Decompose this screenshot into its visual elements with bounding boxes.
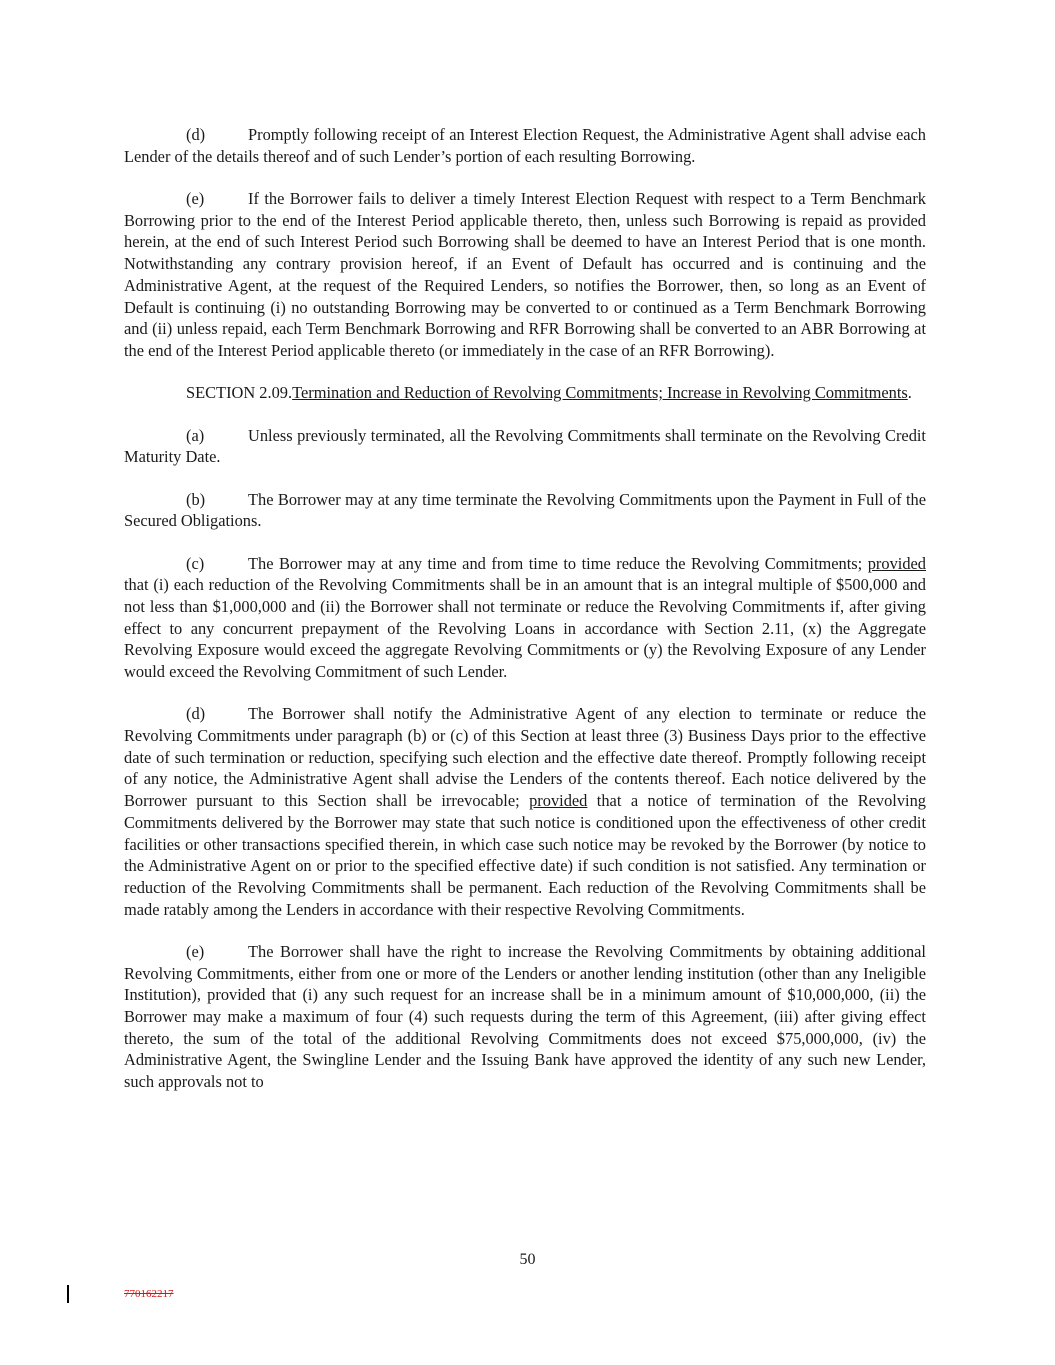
paragraph-marker: (b) [186,489,206,509]
paragraph-marker: (c) [186,553,205,573]
paragraph-marker: (d) [186,125,206,144]
paragraph-marker: (a) [186,425,205,445]
paragraph-a-termination [124,425,926,468]
paragraph-marker: (d) [186,704,206,724]
provided-term: provided [529,791,588,811]
paragraph-c-reduction [124,553,926,683]
page-number: 50 [519,1251,536,1268]
paragraph-marker: (e) [186,189,205,208]
paragraph-text-pre: The Borrower shall notify the Administrative Agent of any election to terminate or reduce the Revolving Commitments under paragraph (b) or (c) of this Section at least three (3) Business Days prior to the effective date of such termination or reduction, specifying such election and the effective date thereof. Promptly following receipt of any notice, the Administrative Agent shall advise the Lenders of the contents thereof. Each notice delivered by the Borrower pursuant to this Section shall be irrevocable; [124,704,926,811]
paragraph-text-post: that a notice of termination of the Revolving Commitments delivered by the Borrower may state that such notice is conditioned upon the effectiveness of other credit facilities or other transactions specified therein, in which case such notice may be revoked by the Borrower (by notice to the Administrative Agent on or prior to the specified effective date) if such condition is not satisfied. Any termination or reduction of the Revolving Commitments shall be permanent. Each reduction of the Revolving Commitments shall be made ratably among the Lenders in accordance with their respective Revolving Commitments. [124,791,926,919]
paragraph-text: The Borrower may at any time terminate the Revolving Commitments upon the Payment in Full of the Secured Obligations. [124,489,926,531]
section-title-period: . [907,383,912,403]
paragraph-text-post: that (i) each reduction of the Revolving Commitments shall be in an amount that is an integral multiple of $500,000 and not less than $1,000,000 and (ii) the Borrower shall not terminate or reduce the Revolving Commitments if, after giving effect to any concurrent prepayment of the Revolving Loans in accordance with Section 2.11, (x) the Aggregate Revolving Exposure would exceed the aggregate Revolving Commitments or (y) the Revolving Exposure of any Lender would exceed the Revolving Commitment of such Lender. [124,575,926,682]
paragraph-b-borrower-termination [124,489,926,532]
section-title: Termination and Reduction of Revolving Commitments; Increase in Revolving Commitments [292,383,908,403]
document-body [124,124,926,1113]
paragraph-d-interest-election [124,124,926,167]
paragraph-e-increase [124,941,926,1093]
section-heading-2-09 [124,382,926,404]
paragraph-text: Unless previously terminated, all the Revolving Commitments shall terminate on the Revolving Credit Maturity Date. [124,425,926,467]
paragraph-d-notice [124,703,926,920]
paragraph-text-pre: The Borrower may at any time and from time to time reduce the Revolving Commitments; [248,553,868,573]
paragraph-text: Promptly following receipt of an Interest Election Request, the Administrative Agent shall advise each Lender of the details thereof and of such Lender’s portion of each resulting Borrowing. [124,125,926,166]
paragraph-text: The Borrower shall have the right to increase the Revolving Commitments by obtaining additional Revolving Commitments, either from one or more of the Lenders or another lending institution (other than any Ineligible Institution), provided that (i) any such request for an increase shall be in a minimum amount of $10,000,000, (ii) the Borrower may make a maximum of four (4) such requests during the term of this Agreement, (iii) after giving effect thereto, the sum of the total of the additional Revolving Commitments does not exceed $75,000,000, (iv) the Administrative Agent, the Swingline Lender and the Issuing Bank have approved the identity of any such new Lender, such approvals not to [124,941,926,1092]
change-bar [67,1285,69,1303]
provided-term: provided [867,553,926,573]
paragraph-text: If the Borrower fails to deliver a timely Interest Election Request with respect to a Term Benchmark Borrowing prior to the end of the Interest Period applicable thereto, then, unless such Borrowing is repaid as provided herein, at the end of such Interest Period such Borrowing shall be deemed to have an Interest Period that is one month. Notwithstanding any contrary provision hereof, if an Event of Default has occurred and is continuing and the Administrative Agent, at the request of the Required Lenders, so notifies the Borrower, then, so long as an Event of Default is continuing (i) no outstanding Borrowing may be converted to or continued as a Term Benchmark Borrowing and (ii) unless repaid, each Term Benchmark Borrowing and RFR Borrowing shall be converted to an ABR Borrowing at the end of the Interest Period applicable thereto (or immediately in the case of an RFR Borrowing). [124,189,926,360]
paragraph-marker: (e) [186,941,205,961]
document-id: 770162217 [124,1288,174,1300]
paragraph-e-failure-to-elect [124,188,926,362]
section-number: SECTION 2.09. [186,383,293,403]
